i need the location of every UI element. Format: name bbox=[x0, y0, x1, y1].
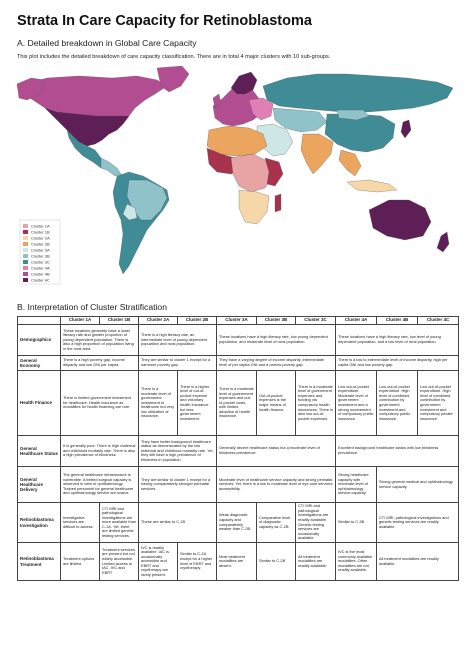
table-cell: Similar to C-3B bbox=[336, 503, 377, 543]
row-header: General Economy bbox=[18, 356, 61, 371]
row-header: Retinoblastoma Investigation bbox=[18, 503, 61, 543]
table-cell: Investigative services are difficult to access. bbox=[61, 503, 100, 543]
legend-swatch-9 bbox=[23, 272, 28, 276]
column-header-10: Cluster 4C bbox=[418, 317, 459, 325]
legend-swatch-7 bbox=[23, 260, 28, 264]
table-cell: Similar to C-2A except for a higher level of EBRT and cryotherapy. bbox=[178, 543, 217, 581]
table-cell: There is a higher level of out-of-pocket expense and voluntary health insurance but less government investment. bbox=[178, 371, 217, 436]
table-cell: These locations generally have a lower literacy rate and greater proportion of young dependent population. There is also a high proportion of population living in the rural area. bbox=[61, 325, 139, 356]
table-cell: These locations have a high literacy rate, low level of young dependent population, and a low level of rural population. bbox=[336, 325, 459, 356]
section-a-heading: A. Detailed breakdown in Global Care Capacity bbox=[17, 38, 197, 48]
legend-label-10: Cluster 4C bbox=[31, 277, 50, 283]
legend-swatch-4 bbox=[23, 242, 28, 246]
table-cell: Generally decent healthcare status but a moderate level of blindness prevalence. bbox=[217, 436, 336, 467]
section-b-heading: B. Interpretation of Cluster Stratification bbox=[17, 302, 167, 312]
legend-label-6: Cluster 3B bbox=[31, 253, 50, 259]
table-cell: Strong healthcare capacity with moderate level of ophthalmology service capacity. bbox=[336, 467, 377, 503]
legend-swatch-8 bbox=[23, 266, 28, 270]
table-cell: Similar to C-2B bbox=[257, 543, 296, 581]
table-cell: CT/ MRI and pathological investigations are readily available. Genetic testing services are occasionally available. bbox=[296, 503, 336, 543]
table-cell: Moderate level of healthcare service capacity and strong perinatal services. Yet, there is a low to moderate level of eye care services accessibility. bbox=[217, 467, 336, 503]
table-cell: Treatment services are present but not widely accessible. Limited access to IAC, IVC and EBRT bbox=[100, 543, 139, 581]
table-cell: Weak diagnostic capacity and comparatively weaker than C-2B. bbox=[217, 503, 257, 543]
world-map bbox=[17, 64, 455, 294]
table-cell: Excellent background healthcare status with low blindness prevalence. bbox=[336, 436, 459, 467]
column-header-8: Cluster 4A bbox=[336, 317, 377, 325]
table-header-corner bbox=[18, 317, 61, 325]
table-cell: Low out-of-pocket expenditure. High level of combined contribution by government investment and compulsory public insurance. bbox=[377, 371, 418, 436]
table-cell: Low out-of-pocket expenditure. Moderate level of government investment and a strong involvement of compulsory public insurance. bbox=[336, 371, 377, 436]
legend-label-5: Cluster 3A bbox=[31, 247, 50, 253]
row-header: General Healthcare Delivery bbox=[18, 467, 61, 503]
column-header-2: Cluster 1B bbox=[100, 317, 139, 325]
table-cell: The general healthcare infrastructure is vulnerable. A limited surgical capacity is observed in view of ophthalmology. Trained personnel for general healthcare and ophthalmology service are scarce. bbox=[61, 467, 139, 503]
table-row bbox=[18, 356, 459, 371]
column-header-3: Cluster 2A bbox=[139, 317, 178, 325]
table-cell: Out-of-pocket expenses is the major means of health finance. bbox=[257, 371, 296, 436]
table-cell: All treatment modalities are readily available. bbox=[296, 543, 336, 581]
table-row bbox=[18, 436, 459, 467]
row-header: Health Finance bbox=[18, 371, 61, 436]
table-cell: They are similar to cluster 1 except for a having comparatively stronger perinatal services. bbox=[139, 467, 217, 503]
legend-label-2: Cluster 1B bbox=[31, 229, 50, 235]
legend-swatch-6 bbox=[23, 254, 28, 258]
map-region-madagascar bbox=[275, 194, 281, 212]
table-cell: It is generally poor. There is high maternal and childhood mortality rate. There is also a high prevalence of blindness. bbox=[61, 436, 139, 467]
table-cell: IVC is the most commonly available modalities. Other modalities are not readily available. bbox=[336, 543, 377, 581]
column-header-4: Cluster 2B bbox=[178, 317, 217, 325]
table-cell: These are similar to C-1B bbox=[139, 503, 217, 543]
table-row bbox=[18, 325, 459, 356]
legend-label-9: Cluster 4B bbox=[31, 271, 50, 277]
legend-label-3: Cluster 2A bbox=[31, 235, 50, 241]
table-cell: There is limited government investment for healthcare. Health insurance as modalities for health financing are rare. bbox=[61, 371, 139, 436]
table-cell: Most treatment modalities are absent. bbox=[217, 543, 257, 581]
table-cell: They are similar to cluster 1 except for a narrower poverty gap. bbox=[139, 356, 217, 371]
table-cell: CT/ MRI and pathological investigations are more available than C-1A. Yet, there are limited genetic testing services. bbox=[100, 503, 139, 543]
table-body bbox=[18, 325, 459, 581]
world-map-svg bbox=[17, 64, 455, 294]
table-row bbox=[18, 371, 459, 436]
row-header: General Healthcare Status bbox=[18, 436, 61, 467]
table-cell: Treatment options are limited. bbox=[61, 543, 100, 581]
legend-label-4: Cluster 2B bbox=[31, 241, 50, 247]
table-cell: Comparative level of diagnostic capacity as C-2B. bbox=[257, 503, 296, 543]
table-cell: Low out-of-pocket expenditure. High level of combined contribution by government investment and compulsory private insurance. bbox=[418, 371, 459, 436]
column-header-6: Cluster 3B bbox=[257, 317, 296, 325]
table-cell: Strong general medical and ophthalmology service capacity. bbox=[377, 467, 459, 503]
table-header-row bbox=[18, 317, 459, 325]
section-a-description: This plot includes the detailed breakdown of care capacity classification. There are in total 4 major clusters with 10 sub-groups. bbox=[17, 54, 331, 60]
table-cell: These locations have a high literacy rate, low young dependent population, and moderate level of rural population. bbox=[217, 325, 336, 356]
legend-label-7: Cluster 3C bbox=[31, 259, 50, 265]
table-cell: IVC is readily available. IAC is occasionally accessible and EBRT and cryotherapy are rarely present. bbox=[139, 543, 178, 581]
table-row bbox=[18, 503, 459, 543]
table-cell: They have better background healthcare status as demonstrated by the low maternal and childhood mortality rate. Yet, they still have a high prevalence of blindness in population. bbox=[139, 436, 217, 467]
table-cell: There is a moderate level of government expenses and out-of-pocket costs, with limited adoption of health insurance. bbox=[217, 371, 257, 436]
legend-swatch-1 bbox=[23, 224, 28, 228]
column-header-9: Cluster 4B bbox=[377, 317, 418, 325]
table-cell: There is a high literacy rate, an intermediate level of young dependent population and rural population. bbox=[139, 325, 217, 356]
column-header-7: Cluster 3C bbox=[296, 317, 336, 325]
legend-label-8: Cluster 4A bbox=[31, 265, 50, 271]
page-title: Strata In Care Capacity for Retinoblastoma bbox=[17, 13, 312, 29]
table-cell: There is a low to intermediate level of income disparity, high per capita GNI and low poverty gap. bbox=[336, 356, 459, 371]
cluster-interpretation-table bbox=[17, 316, 459, 581]
legend-label-1: Cluster 1A bbox=[31, 223, 50, 229]
table-cell: There is a moderate level of government investment to healthcare but very low utilization of insurance. bbox=[139, 371, 178, 436]
column-header-1: Cluster 1A bbox=[61, 317, 100, 325]
table-cell: There is a moderate level of government expenses and funding via compulsory health insurances. There is also low out-of-pocket expenses. bbox=[296, 371, 336, 436]
table-row bbox=[18, 543, 459, 581]
legend-swatch-2 bbox=[23, 230, 28, 234]
table-cell: All treatment modalities are readily available. bbox=[377, 543, 459, 581]
map-legend bbox=[20, 220, 60, 284]
table-row bbox=[18, 467, 459, 503]
column-header-5: Cluster 3A bbox=[217, 317, 257, 325]
legend-swatch-5 bbox=[23, 248, 28, 252]
legend-swatch-3 bbox=[23, 236, 28, 240]
table-cell: CT/ MRI, pathological investigations and genetic testing services are readily available. bbox=[377, 503, 459, 543]
table-cell: They have a varying degree of income disparity, intermediate level of per capita GNI and a narrow poverty gap. bbox=[217, 356, 336, 371]
row-header: Retinoblastoma Treatment bbox=[18, 543, 61, 581]
legend-swatch-10 bbox=[23, 278, 28, 282]
row-header: Demographics bbox=[18, 325, 61, 356]
table-cell: There is a high poverty gap, income disparity and low GNI per capita. bbox=[61, 356, 139, 371]
